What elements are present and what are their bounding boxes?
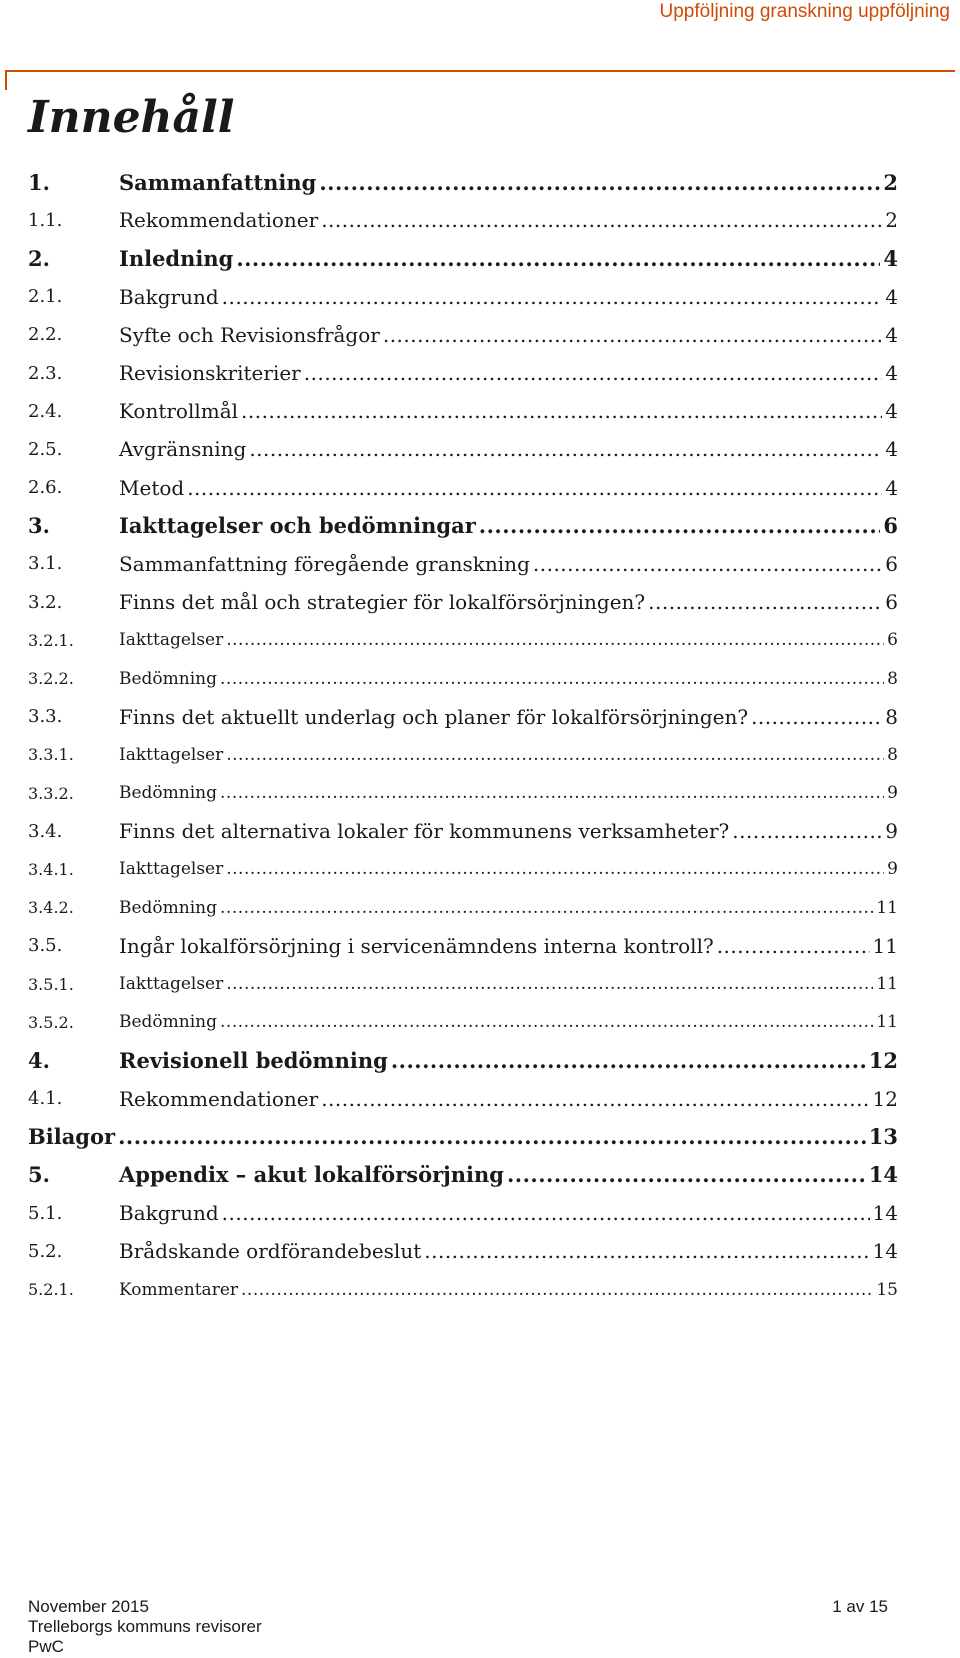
toc-dot-leader xyxy=(220,898,873,918)
toc-dot-leader xyxy=(717,934,870,958)
toc-entry[interactable] xyxy=(28,1003,898,1041)
toc-entry-label: Kontrollmål xyxy=(119,399,239,424)
toc-entry-label: Revisionskriterier xyxy=(119,361,301,386)
toc-dot-leader xyxy=(187,476,882,500)
toc-dot-leader xyxy=(226,974,873,994)
toc-entry-page: 2 xyxy=(885,208,898,233)
toc-entry[interactable] xyxy=(28,774,898,812)
footer-firm: PwC xyxy=(28,1637,64,1656)
toc-entry-label: Rekommendationer xyxy=(119,208,319,233)
toc-entry-label: Syfte och Revisionsfrågor xyxy=(119,322,380,347)
toc-entry-number: 5. xyxy=(28,1162,50,1188)
toc-entry-page: 4 xyxy=(885,284,898,309)
toc-entry[interactable] xyxy=(28,430,898,468)
toc-entry[interactable] xyxy=(28,1080,898,1118)
toc-entry[interactable] xyxy=(28,889,898,927)
toc-dot-leader xyxy=(304,361,883,385)
toc-entry-label: Kommentarer xyxy=(119,1279,239,1300)
toc-entry-label: Ingår lokalförsörjning i servicenämndens interna kontroll? xyxy=(119,933,714,958)
toc-entry-number: 4.1. xyxy=(28,1088,63,1110)
toc-entry-page: 11 xyxy=(876,1012,898,1033)
toc-entry-page: 4 xyxy=(885,475,898,500)
toc-entry[interactable] xyxy=(28,354,898,392)
toc-entry-label: Finns det aktuellt underlag och planer för lokalförsörjningen? xyxy=(119,704,749,729)
toc-dot-leader xyxy=(241,399,882,423)
toc-entry-number: 2.4. xyxy=(28,400,63,422)
toc-dot-leader xyxy=(424,1239,869,1263)
toc-entry-number: 2. xyxy=(28,245,50,271)
toc-entry[interactable] xyxy=(28,1194,898,1232)
toc-entry-page: 9 xyxy=(885,819,898,844)
toc-entry[interactable] xyxy=(28,1041,898,1079)
toc-entry-label: Brådskande ordförandebeslut xyxy=(119,1239,422,1264)
footer-page-number: 1 av 15 xyxy=(832,1597,888,1616)
toc-entry-label: Avgränsning xyxy=(119,437,247,462)
toc-entry-label: Finns det alternativa lokaler för kommunens verksamheter? xyxy=(119,819,730,844)
footer-date: November 2015 xyxy=(28,1597,149,1616)
toc-dot-leader xyxy=(220,783,884,803)
toc-entry-number: 3.3.1. xyxy=(28,745,74,765)
toc-entry-page: 4 xyxy=(885,322,898,347)
toc-entry[interactable] xyxy=(28,469,898,507)
toc-entry-number: 5.1. xyxy=(28,1202,63,1224)
toc-entry-label: Appendix – akut lokalförsörjning xyxy=(119,1162,504,1188)
toc-dot-leader xyxy=(220,669,884,689)
toc-dot-leader xyxy=(648,590,882,614)
toc-entry-page: 14 xyxy=(872,1201,898,1226)
toc-dot-leader xyxy=(479,513,881,538)
toc-entry-page: 9 xyxy=(887,783,898,804)
toc-dot-leader xyxy=(222,1201,870,1225)
toc-entry-number: 1. xyxy=(28,169,50,195)
toc-entry-page: 11 xyxy=(876,897,898,918)
header-rule xyxy=(5,70,955,72)
toc-dot-leader xyxy=(226,859,884,879)
toc-entry-page: 14 xyxy=(872,1239,898,1264)
running-header: Uppföljning granskning uppföljning xyxy=(659,1,950,22)
toc-dot-leader xyxy=(236,246,880,271)
toc-entry-page: 12 xyxy=(868,1047,898,1073)
toc-entry[interactable] xyxy=(28,239,898,277)
toc-entry[interactable] xyxy=(28,163,898,201)
toc-entry[interactable] xyxy=(28,621,898,659)
toc-dot-leader xyxy=(507,1162,866,1187)
toc-entry-number: 3. xyxy=(28,513,50,539)
toc-entry-label: Iakttagelser xyxy=(119,630,224,651)
toc-entry[interactable] xyxy=(28,278,898,316)
toc-entry[interactable] xyxy=(28,507,898,545)
toc-dot-leader xyxy=(118,1124,866,1149)
toc-entry-page: 11 xyxy=(872,933,898,958)
toc-entry-page: 15 xyxy=(876,1279,898,1300)
toc-entry-number: 3.3. xyxy=(28,706,63,728)
toc-entry[interactable] xyxy=(28,1118,898,1156)
toc-entry-label: Sammanfattning xyxy=(119,169,317,195)
toc-entry-label: Sammanfattning föregående granskning xyxy=(119,551,530,576)
toc-entry[interactable] xyxy=(28,1156,898,1194)
page-footer xyxy=(28,1597,888,1657)
toc-entry-number: 2.6. xyxy=(28,477,63,499)
toc-entry-number: 2.2. xyxy=(28,324,63,346)
toc-entry-label: Bakgrund xyxy=(119,1201,219,1226)
toc-entry-number: 4. xyxy=(28,1047,50,1073)
toc-entry-number: 2.3. xyxy=(28,362,63,384)
toc-entry-page: 2 xyxy=(883,169,898,195)
toc-entry-number: 3.3.2. xyxy=(28,783,74,803)
toc-entry-page: 14 xyxy=(868,1162,898,1188)
toc-entry-number: 2.5. xyxy=(28,438,63,460)
toc-entry-number: 3.2. xyxy=(28,591,63,613)
toc-entry-label: Inledning xyxy=(119,245,234,271)
toc-entry-page: 4 xyxy=(885,399,898,424)
toc-entry-page: 4 xyxy=(885,361,898,386)
toc-entry-label: Iakttagelser xyxy=(119,744,224,765)
toc-entry[interactable] xyxy=(28,812,898,850)
toc-entry-label: Rekommendationer xyxy=(119,1086,319,1111)
footer-organization: Trelleborgs kommuns revisorer xyxy=(28,1617,262,1636)
toc-entry-page: 4 xyxy=(883,245,898,271)
toc-entry-label: Iakttagelser och bedömningar xyxy=(119,513,476,539)
toc-entry-page: 8 xyxy=(887,744,898,765)
toc-entry-label: Bakgrund xyxy=(119,284,219,309)
toc-entry-number: 3.1. xyxy=(28,553,63,575)
toc-dot-leader xyxy=(222,285,883,309)
toc-dot-leader xyxy=(321,1087,869,1111)
toc-dot-leader xyxy=(383,323,882,347)
toc-entry-page: 8 xyxy=(885,704,898,729)
toc-entry-page: 13 xyxy=(868,1124,898,1150)
toc-entry-page: 12 xyxy=(872,1086,898,1111)
toc-dot-leader xyxy=(732,819,882,843)
toc-entry[interactable] xyxy=(28,965,898,1003)
toc-entry[interactable] xyxy=(28,698,898,736)
toc-entry-label: Bedömning xyxy=(119,783,218,804)
toc-entry[interactable] xyxy=(28,850,898,888)
toc-entry[interactable] xyxy=(28,583,898,621)
toc-entry-number: 3.5.1. xyxy=(28,974,74,994)
toc-entry-label: Bedömning xyxy=(119,897,218,918)
toc-entry-number: 3.4.1. xyxy=(28,859,74,879)
toc-entry-label: Bilagor xyxy=(28,1124,116,1150)
toc-entry-number: 3.2.2. xyxy=(28,669,74,689)
toc-entry-page: 4 xyxy=(885,437,898,462)
toc-entry-page: 6 xyxy=(883,513,898,539)
toc-entry-page: 9 xyxy=(887,859,898,880)
toc-entry-number: 3.4. xyxy=(28,820,63,842)
toc-entry-label: Revisionell bedömning xyxy=(119,1047,388,1073)
toc-title: Innehåll xyxy=(28,92,235,143)
toc-dot-leader xyxy=(751,705,882,729)
toc-entry-label: Bedömning xyxy=(119,668,218,689)
toc-entry-number: 2.1. xyxy=(28,286,63,308)
toc-dot-leader xyxy=(226,745,884,765)
toc-entry-label: Metod xyxy=(119,475,185,500)
toc-entry[interactable] xyxy=(28,316,898,354)
toc-entry-number: 5.2.1. xyxy=(28,1280,74,1300)
toc-entry-label: Finns det mål och strategier för lokalförsörjningen? xyxy=(119,590,646,615)
toc-entry-page: 11 xyxy=(876,974,898,995)
toc-entry-label: Bedömning xyxy=(119,1012,218,1033)
toc-entry-page: 8 xyxy=(887,668,898,689)
toc-entry[interactable] xyxy=(28,736,898,774)
toc-entry-number: 3.5.2. xyxy=(28,1012,74,1032)
toc-entry-page: 6 xyxy=(885,551,898,576)
toc-entry-page: 6 xyxy=(885,590,898,615)
toc-entry-number: 5.2. xyxy=(28,1240,63,1262)
toc-entry-number: 1.1. xyxy=(28,209,63,231)
toc-dot-leader xyxy=(391,1048,866,1073)
toc-entry[interactable] xyxy=(28,1232,898,1270)
header-rule-tick xyxy=(5,70,7,90)
toc-entry-number: 3.5. xyxy=(28,935,63,957)
toc-entry[interactable] xyxy=(28,927,898,965)
toc-dot-leader xyxy=(220,1012,873,1032)
toc-entry[interactable] xyxy=(28,201,898,239)
toc-entry-number: 3.2.1. xyxy=(28,630,74,650)
toc-entry-label: Iakttagelser xyxy=(119,974,224,995)
toc-dot-leader xyxy=(226,630,884,650)
toc-entry-label: Iakttagelser xyxy=(119,859,224,880)
toc-entry-number: 3.4.2. xyxy=(28,898,74,918)
toc-entry[interactable] xyxy=(28,392,898,430)
toc-entry[interactable] xyxy=(28,1270,898,1308)
toc-dot-leader xyxy=(241,1280,873,1300)
table-of-contents xyxy=(28,163,898,1309)
toc-entry[interactable] xyxy=(28,545,898,583)
toc-dot-leader xyxy=(533,552,882,576)
toc-entry[interactable] xyxy=(28,659,898,697)
toc-dot-leader xyxy=(321,208,882,232)
toc-entry-page: 6 xyxy=(887,630,898,651)
toc-dot-leader xyxy=(319,170,880,195)
toc-dot-leader xyxy=(249,437,882,461)
